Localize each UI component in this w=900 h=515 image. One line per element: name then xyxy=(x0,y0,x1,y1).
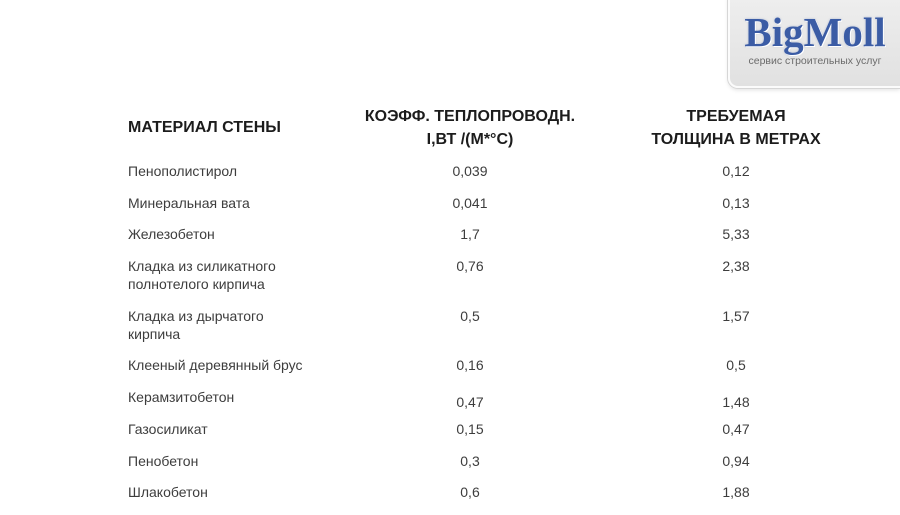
row-thickness: 1,57 xyxy=(722,307,750,324)
row-conductivity: 0,6 xyxy=(460,484,480,501)
row-material: Шлакобетон xyxy=(128,484,208,501)
row-conductivity: 0,16 xyxy=(456,357,484,374)
row-conductivity: 0,76 xyxy=(456,258,484,275)
row-conductivity: 0,3 xyxy=(460,452,480,469)
row-conductivity: 0,039 xyxy=(452,163,488,179)
table-row xyxy=(0,483,900,515)
row-thickness: 0,94 xyxy=(722,452,750,469)
table-row xyxy=(0,307,900,357)
row-material: Пенополистирол xyxy=(128,163,238,179)
row-thickness: 1,48 xyxy=(722,394,750,411)
row-material: Пенобетон xyxy=(128,452,199,469)
table-row xyxy=(0,162,900,194)
row-material: Кладка из дырчатого кирпича xyxy=(128,307,264,342)
logo-tagline: сервис строительных услуг xyxy=(748,55,882,67)
table-row xyxy=(0,388,900,420)
table-header xyxy=(0,105,900,151)
row-material: Железобетон xyxy=(128,226,215,243)
row-thickness: 0,5 xyxy=(726,357,746,374)
logo-name: BigMoll xyxy=(744,9,886,55)
table-row xyxy=(0,225,900,257)
header-thickness: ТРЕБУЕМАЯ ТОЛЩИНА В МЕТРАХ xyxy=(651,108,821,148)
header-material: МАТЕРИАЛ СТЕНЫ xyxy=(128,119,281,136)
row-thickness: 0,12 xyxy=(722,163,750,179)
row-material: Кладка из силикатного полнотелого кирпича xyxy=(128,258,276,293)
table-row xyxy=(0,194,900,226)
row-thickness: 1,88 xyxy=(722,484,750,501)
row-conductivity: 0,47 xyxy=(456,394,484,411)
row-thickness: 0,47 xyxy=(722,420,750,437)
header-conductivity: КОЭФФ. ТЕПЛОПРОВОДН. I,ВТ /(М*°С) xyxy=(364,108,576,148)
table-row xyxy=(0,420,900,452)
table-row xyxy=(0,257,900,307)
bigmoll-logo xyxy=(728,0,900,88)
row-thickness: 5,33 xyxy=(722,226,750,243)
table-body xyxy=(0,162,900,515)
row-material: Минеральная вата xyxy=(128,194,250,211)
row-conductivity: 0,15 xyxy=(456,420,484,437)
table-row xyxy=(0,356,900,388)
row-thickness: 0,13 xyxy=(722,194,750,211)
row-conductivity: 0,5 xyxy=(460,307,480,324)
table-row xyxy=(0,452,900,484)
row-thickness: 2,38 xyxy=(722,258,750,275)
row-conductivity: 1,7 xyxy=(460,226,480,243)
row-conductivity: 0,041 xyxy=(452,194,488,211)
row-material: Газосиликат xyxy=(128,420,208,437)
row-material: Клееный деревянный брус xyxy=(128,357,303,374)
row-material: Керамзитобетон xyxy=(128,389,235,406)
